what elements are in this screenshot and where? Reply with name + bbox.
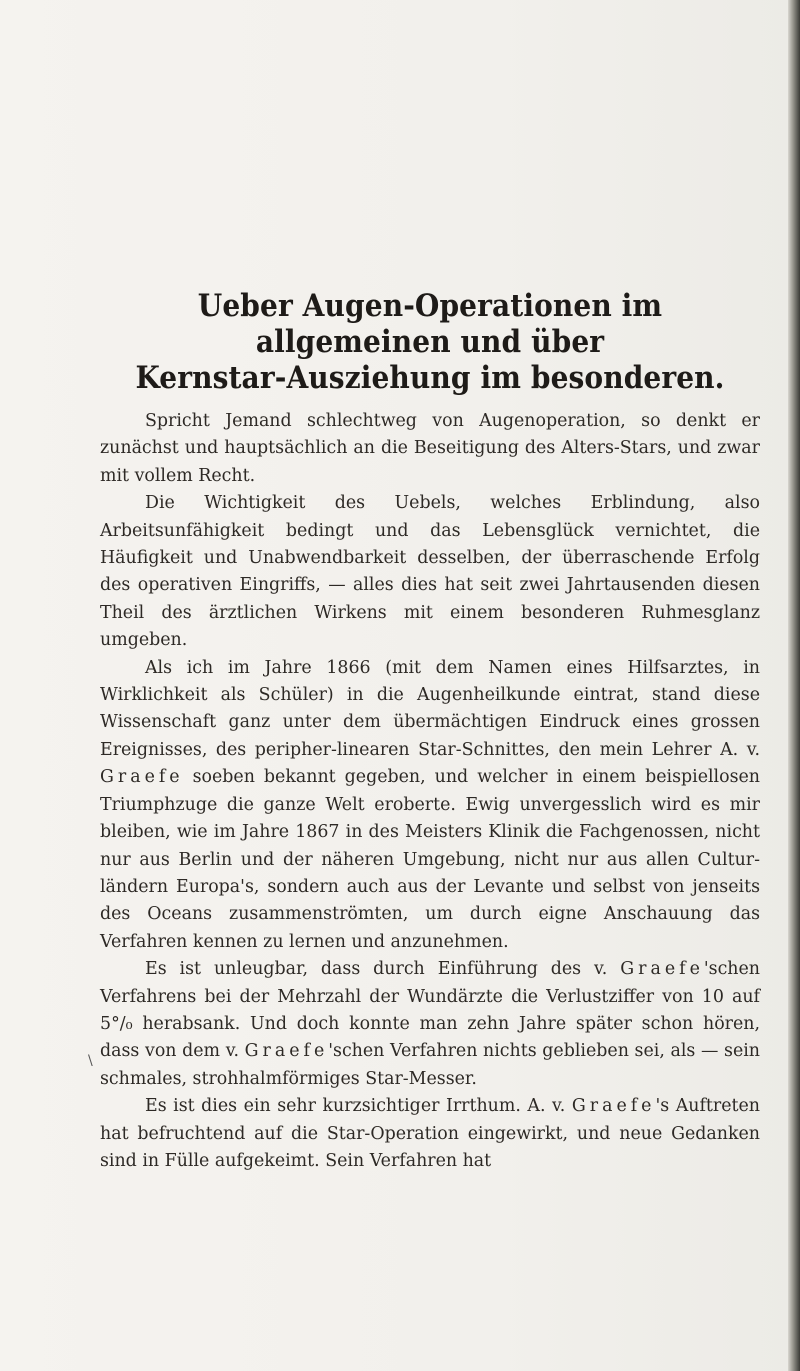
paragraph-4-after: 'schen Verfahren nichts geblieben sei, als — sein schmales, strohhalmförmiges Star-Messer. [100,1041,761,1089]
page-edge [788,0,800,1371]
paragraph-1: Spricht Jemand schlechtweg von Augenoperation, so denkt er zunächst und hauptsächlich an die Beseitigung des Alters-Stars, und zwar mit vollem Recht. [100,411,760,486]
chapter-title-line-1: Ueber Augen-Operationen im allgemeinen und über [197,288,663,360]
paragraph-3 [100,655,760,956]
name-graefe: Graefe [620,959,704,980]
paragraph-5-after: 's Auftreten hat befruchtend auf die Star-Operation eingewirkt, und neue Gedanken sind in Fülle aufgekeimt. Sein Verfahren hat [100,1096,760,1171]
name-graefe: Graefe [100,767,184,788]
paragraph-4-mid: 'schen Verfahrens bei der Mehrzahl der Wundärzte die Verlustziffer von 10 auf 5°/₀ herabsank. Und doch konnte man zehn Jahre später schon hören, dass von dem v. [100,959,760,1062]
paragraph-4-before: Es ist unleugbar, dass durch Einführung des v. [145,959,608,980]
name-graefe: Graefe [571,1096,656,1117]
paragraph-3-after: soeben bekannt gegeben, und welcher in einem beispiellosen Triumphzuge die ganze Welt eroberte. Ewig unvergesslich wird es mir bleiben, wie im Jahre 1867 in des Meisters Klinik die Fachgenossen, nicht nur aus Berlin und der näheren Umgebung, nicht nur aus allen Cultur-ländern Europa's, sondern auch aus der Levante und selbst von jenseits des Oceans zusammenströmten, um durch eigne Anschauung das Verfahren kennen zu lernen und anzunehmen. [100,767,760,952]
margin-mark: \ [88,1053,93,1069]
paragraph-3-before: Als ich im Jahre 1866 (mit dem Namen eines Hilfsarztes, in Wirklichkeit als Schüler) in die Augenheilkunde eintrat, stand diese Wissenschaft ganz unter dem übermächtigen Eindruck eines grossen Ereignisses, des peripher-linearen Star-Schnittes, den mein Lehrer A. v. [100,657,760,760]
text-block [100,288,760,1175]
name-graefe: Graefe [244,1041,329,1062]
paragraph-4 [100,956,760,1093]
chapter-title [126,288,733,396]
paragraph-5-before: Es ist dies ein sehr kurzsichtiger Irrthum. A. v. [145,1096,566,1117]
chapter-title-line-2: Kernstar-Ausziehung im besonderen. [135,360,725,396]
body-text [100,408,760,1175]
paragraph-2: Die Wichtigkeit des Uebels, welches Erblindung, also Arbeitsunfähigkeit bedingt und das Lebensglück vernichtet, die Häufigkeit und Unabwendbarkeit desselben, der überraschende Erfolg des operativen Eingriffs, — alles dies hat seit zwei Jahrtausenden diesen Theil des ärztlichen Wirkens mit einem besonderen Ruhmesglanz umgeben. [100,493,760,651]
paragraph-5 [100,1093,760,1175]
